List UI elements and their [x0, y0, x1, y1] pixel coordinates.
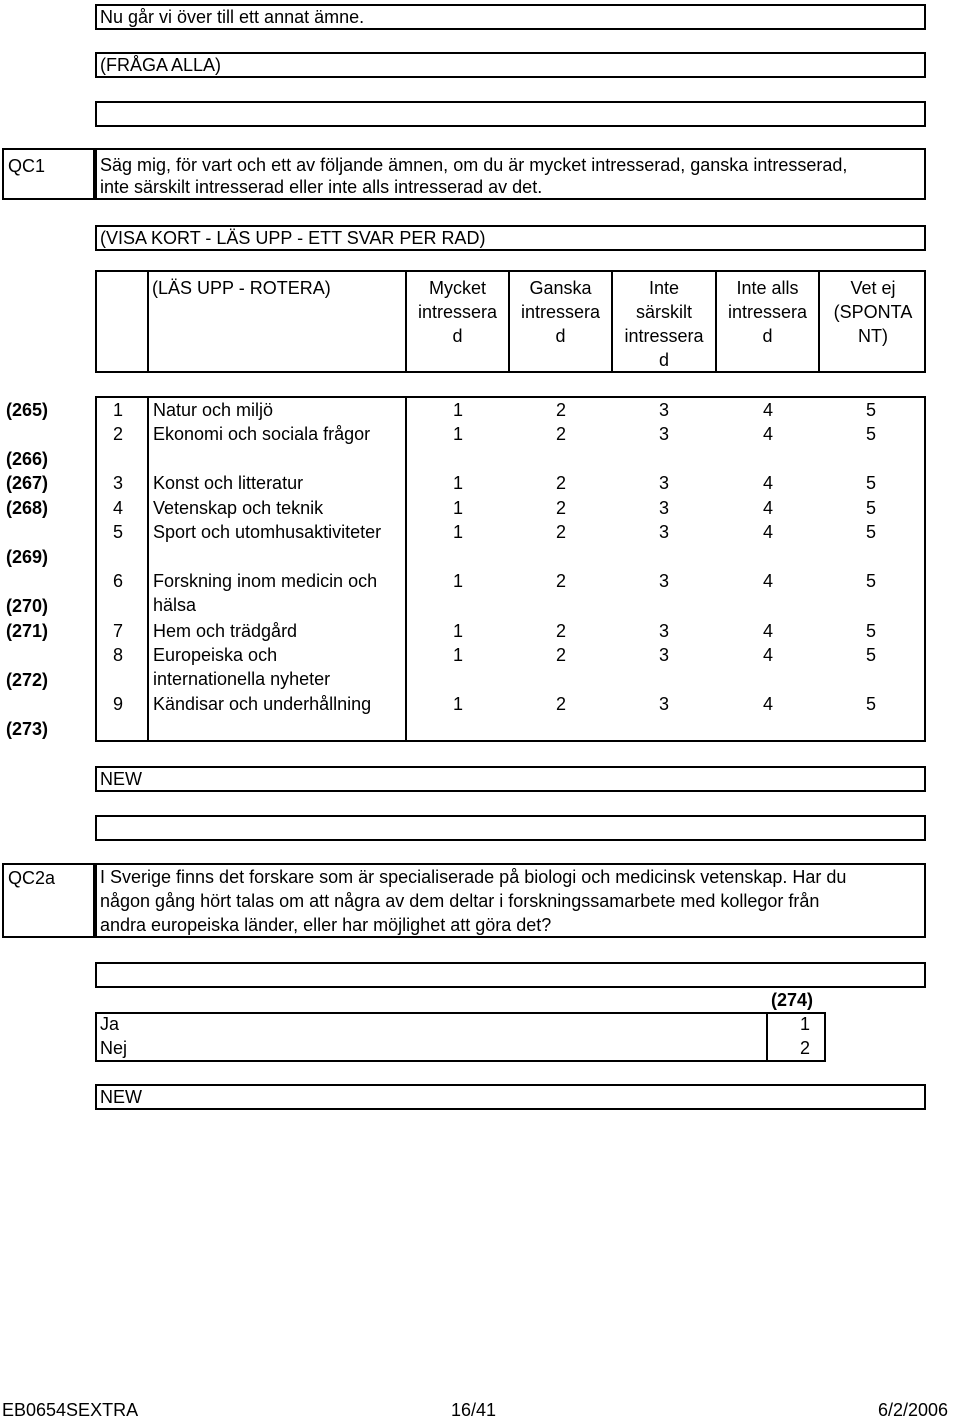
answer-code[interactable]: 4: [762, 621, 773, 641]
qc2a-question-line1: I Sverige finns det forskare som är specialiserade på biologi och medicinsk vetenskap. Har du: [100, 867, 847, 887]
item-number: 1: [113, 400, 124, 420]
option-no-label: Nej: [100, 1038, 128, 1058]
qc2a-var-code: (274): [771, 990, 814, 1010]
answer-code[interactable]: 1: [452, 424, 463, 444]
qc2a-question-line2: någon gång hört talas om att några av dem deltar i forskningssamarbete med kollegor från: [100, 891, 820, 911]
answer-code[interactable]: 5: [865, 473, 876, 493]
answer-code[interactable]: 3: [658, 498, 669, 518]
empty-box: [95, 962, 926, 988]
item-label: Europeiska och: [153, 645, 278, 665]
intro-text: Nu går vi över till ett annat ämne.: [100, 7, 365, 27]
qc1-new-box: [95, 766, 926, 792]
item-label-continued: hälsa: [153, 595, 197, 615]
answer-code[interactable]: 5: [865, 571, 876, 591]
answer-code[interactable]: 1: [452, 498, 463, 518]
answer-code[interactable]: 3: [658, 694, 669, 714]
col-header-fairly-interested: Ganska intressera d: [520, 278, 601, 346]
answer-code[interactable]: 2: [555, 522, 566, 542]
answer-code[interactable]: 4: [762, 498, 773, 518]
answer-code[interactable]: 1: [452, 645, 463, 665]
qc1-new-label: NEW: [100, 769, 142, 789]
col-header-not-at-all-interested: Inte alls intressera d: [727, 278, 808, 346]
answer-code[interactable]: 5: [865, 645, 876, 665]
item-label: Kändisar och underhållning: [153, 694, 372, 714]
var-code: (266): [6, 449, 49, 469]
item-label: Vetenskap och teknik: [153, 498, 324, 518]
footer-doc-id: EB0654SEXTRA: [2, 1400, 139, 1420]
var-code: (272): [6, 670, 49, 690]
var-code: (268): [6, 498, 49, 518]
answer-code[interactable]: 2: [555, 694, 566, 714]
ask-all-instruction: (FRÅGA ALLA): [100, 55, 222, 75]
answer-code[interactable]: 1: [452, 400, 463, 420]
answer-code[interactable]: 2: [555, 621, 566, 641]
item-number: 9: [113, 694, 124, 714]
var-code: (267): [6, 473, 49, 493]
answer-code[interactable]: 2: [555, 571, 566, 591]
qc1-instruction: (VISA KORT - LÄS UPP - ETT SVAR PER RAD): [100, 228, 486, 248]
qc1-question-line2: inte särskilt intresserad eller inte alls intresserad av det.: [100, 177, 543, 197]
var-code: (269): [6, 547, 49, 567]
item-label: Natur och miljö: [153, 400, 274, 420]
answer-code[interactable]: 3: [658, 522, 669, 542]
divider: [147, 396, 149, 742]
answer-code[interactable]: 4: [762, 571, 773, 591]
answer-code[interactable]: 2: [555, 400, 566, 420]
answer-code[interactable]: 1: [452, 694, 463, 714]
option-yes-code: 1: [800, 1014, 811, 1034]
item-number: 3: [113, 473, 124, 493]
answer-code[interactable]: 4: [762, 400, 773, 420]
item-number: 2: [113, 424, 124, 444]
option-no-code: 2: [800, 1038, 811, 1058]
answer-code[interactable]: 2: [555, 473, 566, 493]
answer-code[interactable]: 4: [762, 645, 773, 665]
answer-code[interactable]: 5: [865, 498, 876, 518]
qc1-question-line1: Säg mig, för vart och ett av följande ämnen, om du är mycket intresserad, ganska intresserad,: [100, 155, 848, 175]
item-label-continued: internationella nyheter: [153, 669, 331, 689]
qc2a-code: QC2a: [8, 868, 56, 888]
item-label: Forskning inom medicin och: [153, 571, 378, 591]
item-label: Sport och utomhusaktiviteter: [153, 522, 382, 542]
item-label: Ekonomi och sociala frågor: [153, 424, 371, 444]
col-header-very-interested: Mycket intressera d: [417, 278, 498, 346]
answer-code[interactable]: 2: [555, 424, 566, 444]
item-number: 8: [113, 645, 124, 665]
item-number: 6: [113, 571, 124, 591]
answer-code[interactable]: 5: [865, 621, 876, 641]
divider: [766, 1012, 768, 1062]
footer-page-number: 16/41: [451, 1400, 497, 1420]
item-number: 5: [113, 522, 124, 542]
empty-box: [95, 815, 926, 841]
answer-code[interactable]: 4: [762, 473, 773, 493]
answer-code[interactable]: 4: [762, 694, 773, 714]
item-label: Konst och litteratur: [153, 473, 304, 493]
var-code: (270): [6, 596, 49, 616]
footer-date: 6/2/2006: [878, 1400, 949, 1420]
qc2a-new-label: NEW: [100, 1087, 142, 1107]
var-code: (273): [6, 719, 49, 739]
answer-code[interactable]: 5: [865, 694, 876, 714]
answer-code[interactable]: 3: [658, 571, 669, 591]
answer-code[interactable]: 1: [452, 621, 463, 641]
col-header-dont-know: Vet ej (SPONTA NT): [833, 278, 913, 346]
answer-code[interactable]: 1: [452, 571, 463, 591]
answer-code[interactable]: 4: [762, 522, 773, 542]
empty-box: [95, 101, 926, 127]
item-number: 7: [113, 621, 124, 641]
answer-code[interactable]: 5: [865, 522, 876, 542]
answer-code[interactable]: 5: [865, 424, 876, 444]
answer-code[interactable]: 3: [658, 621, 669, 641]
answer-code[interactable]: 1: [452, 473, 463, 493]
qc1-code: QC1: [8, 156, 46, 176]
item-label: Hem och trädgård: [153, 621, 298, 641]
answer-code[interactable]: 2: [555, 645, 566, 665]
qc2a-new-box: [95, 1084, 926, 1110]
divider: [147, 270, 149, 373]
answer-code[interactable]: 5: [865, 400, 876, 420]
option-yes-label: Ja: [100, 1014, 120, 1034]
var-code: (271): [6, 621, 49, 641]
items-label: (LÄS UPP - ROTERA): [152, 278, 331, 298]
answer-code[interactable]: 3: [658, 400, 669, 420]
item-number: 4: [113, 498, 124, 518]
qc2a-question-line3: andra europeiska länder, eller har möjlighet att göra det?: [100, 915, 552, 935]
answer-code[interactable]: 1: [452, 522, 463, 542]
col-header-not-particularly-interested: Inte särskilt intressera d: [624, 278, 704, 370]
qc2a-options-box: [95, 1012, 826, 1062]
answer-code[interactable]: 3: [658, 473, 669, 493]
answer-code[interactable]: 3: [658, 645, 669, 665]
answer-code[interactable]: 3: [658, 424, 669, 444]
answer-code[interactable]: 4: [762, 424, 773, 444]
var-code: (265): [6, 400, 49, 420]
answer-code[interactable]: 2: [555, 498, 566, 518]
